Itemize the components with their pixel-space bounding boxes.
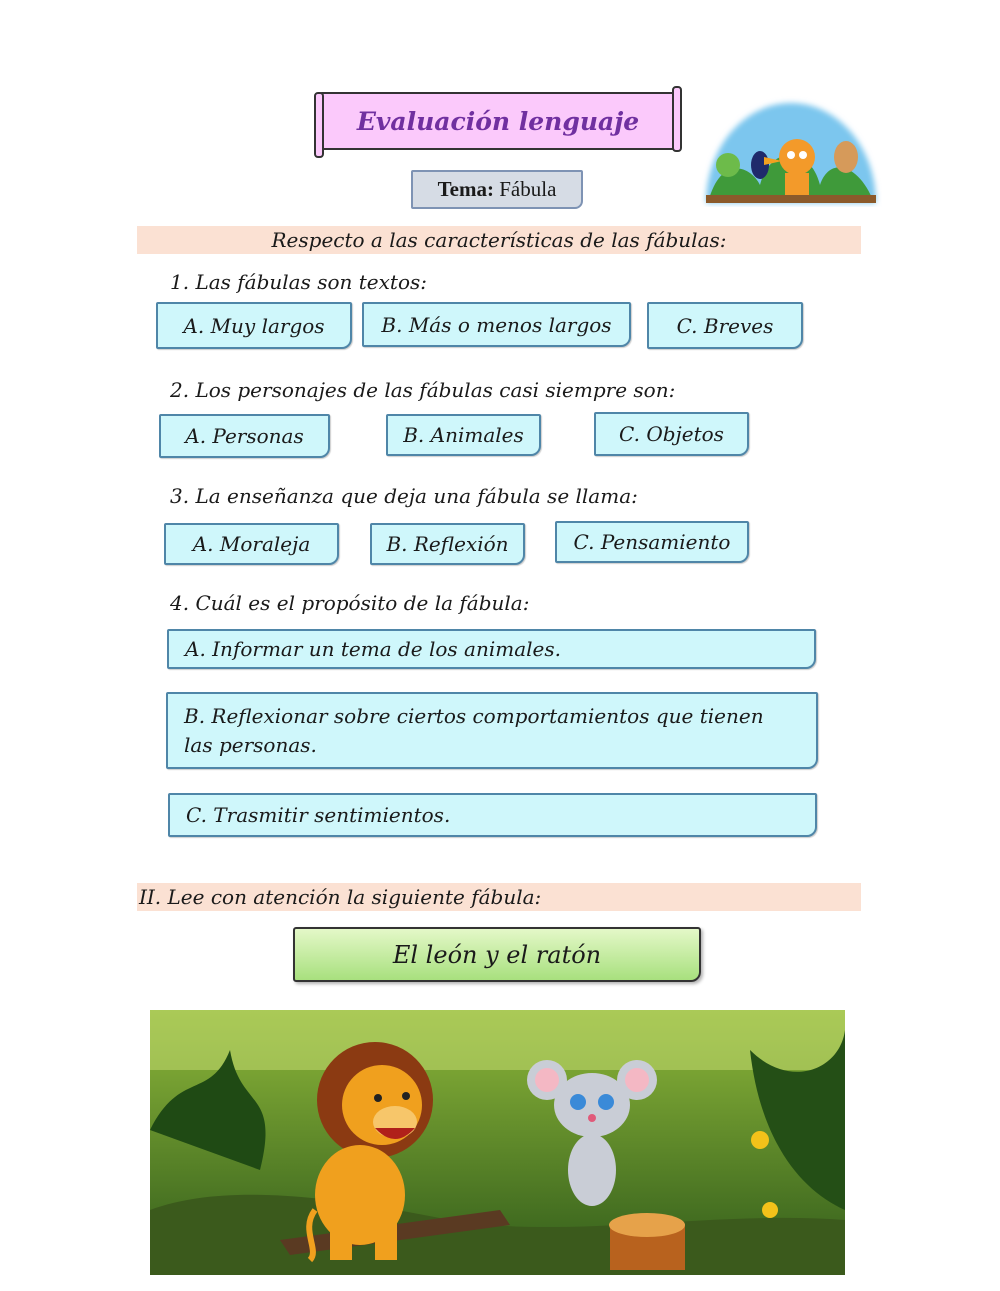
question-1: 1. Las fábulas son textos: bbox=[170, 270, 427, 294]
q1-option-b[interactable]: B. Más o menos largos bbox=[362, 302, 631, 347]
story-title-box bbox=[293, 927, 701, 982]
section2-heading: II. Lee con atención la siguiente fábula: bbox=[137, 883, 861, 911]
question-2: 2. Los personajes de las fábulas casi siempre son: bbox=[170, 378, 676, 402]
q4-option-a[interactable]: A. Informar un tema de los animales. bbox=[167, 629, 816, 669]
q2-option-b[interactable]: B. Animales bbox=[386, 414, 541, 456]
topic-value: Fábula bbox=[499, 177, 557, 201]
q3-option-a[interactable]: A. Moraleja bbox=[164, 523, 339, 565]
q2-option-a[interactable]: A. Personas bbox=[159, 414, 330, 458]
q4-option-c[interactable]: C. Trasmitir sentimientos. bbox=[168, 793, 817, 837]
animals-illustration bbox=[700, 95, 882, 207]
q4-option-b[interactable]: B. Reflexionar sobre ciertos comportamientos que tienen las personas. bbox=[166, 692, 818, 769]
lion-and-mouse-illustration bbox=[150, 1010, 845, 1275]
q1-option-a[interactable]: A. Muy largos bbox=[156, 302, 352, 349]
topic-label: Tema: bbox=[437, 177, 494, 201]
title-banner bbox=[318, 92, 678, 150]
page-title: Evaluación lenguaje bbox=[356, 106, 640, 136]
story-title: El león y el ratón bbox=[392, 940, 602, 969]
question-3: 3. La enseñanza que deja una fábula se llama: bbox=[170, 484, 638, 508]
q3-option-c[interactable]: C. Pensamiento bbox=[555, 521, 749, 563]
question-4: 4. Cuál es el propósito de la fábula: bbox=[170, 591, 530, 615]
section1-heading: Respecto a las características de las fábulas: bbox=[137, 226, 861, 254]
topic-box bbox=[411, 170, 583, 209]
q3-option-b[interactable]: B. Reflexión bbox=[370, 523, 525, 565]
q2-option-c[interactable]: C. Objetos bbox=[594, 412, 749, 456]
q1-option-c[interactable]: C. Breves bbox=[647, 302, 803, 349]
